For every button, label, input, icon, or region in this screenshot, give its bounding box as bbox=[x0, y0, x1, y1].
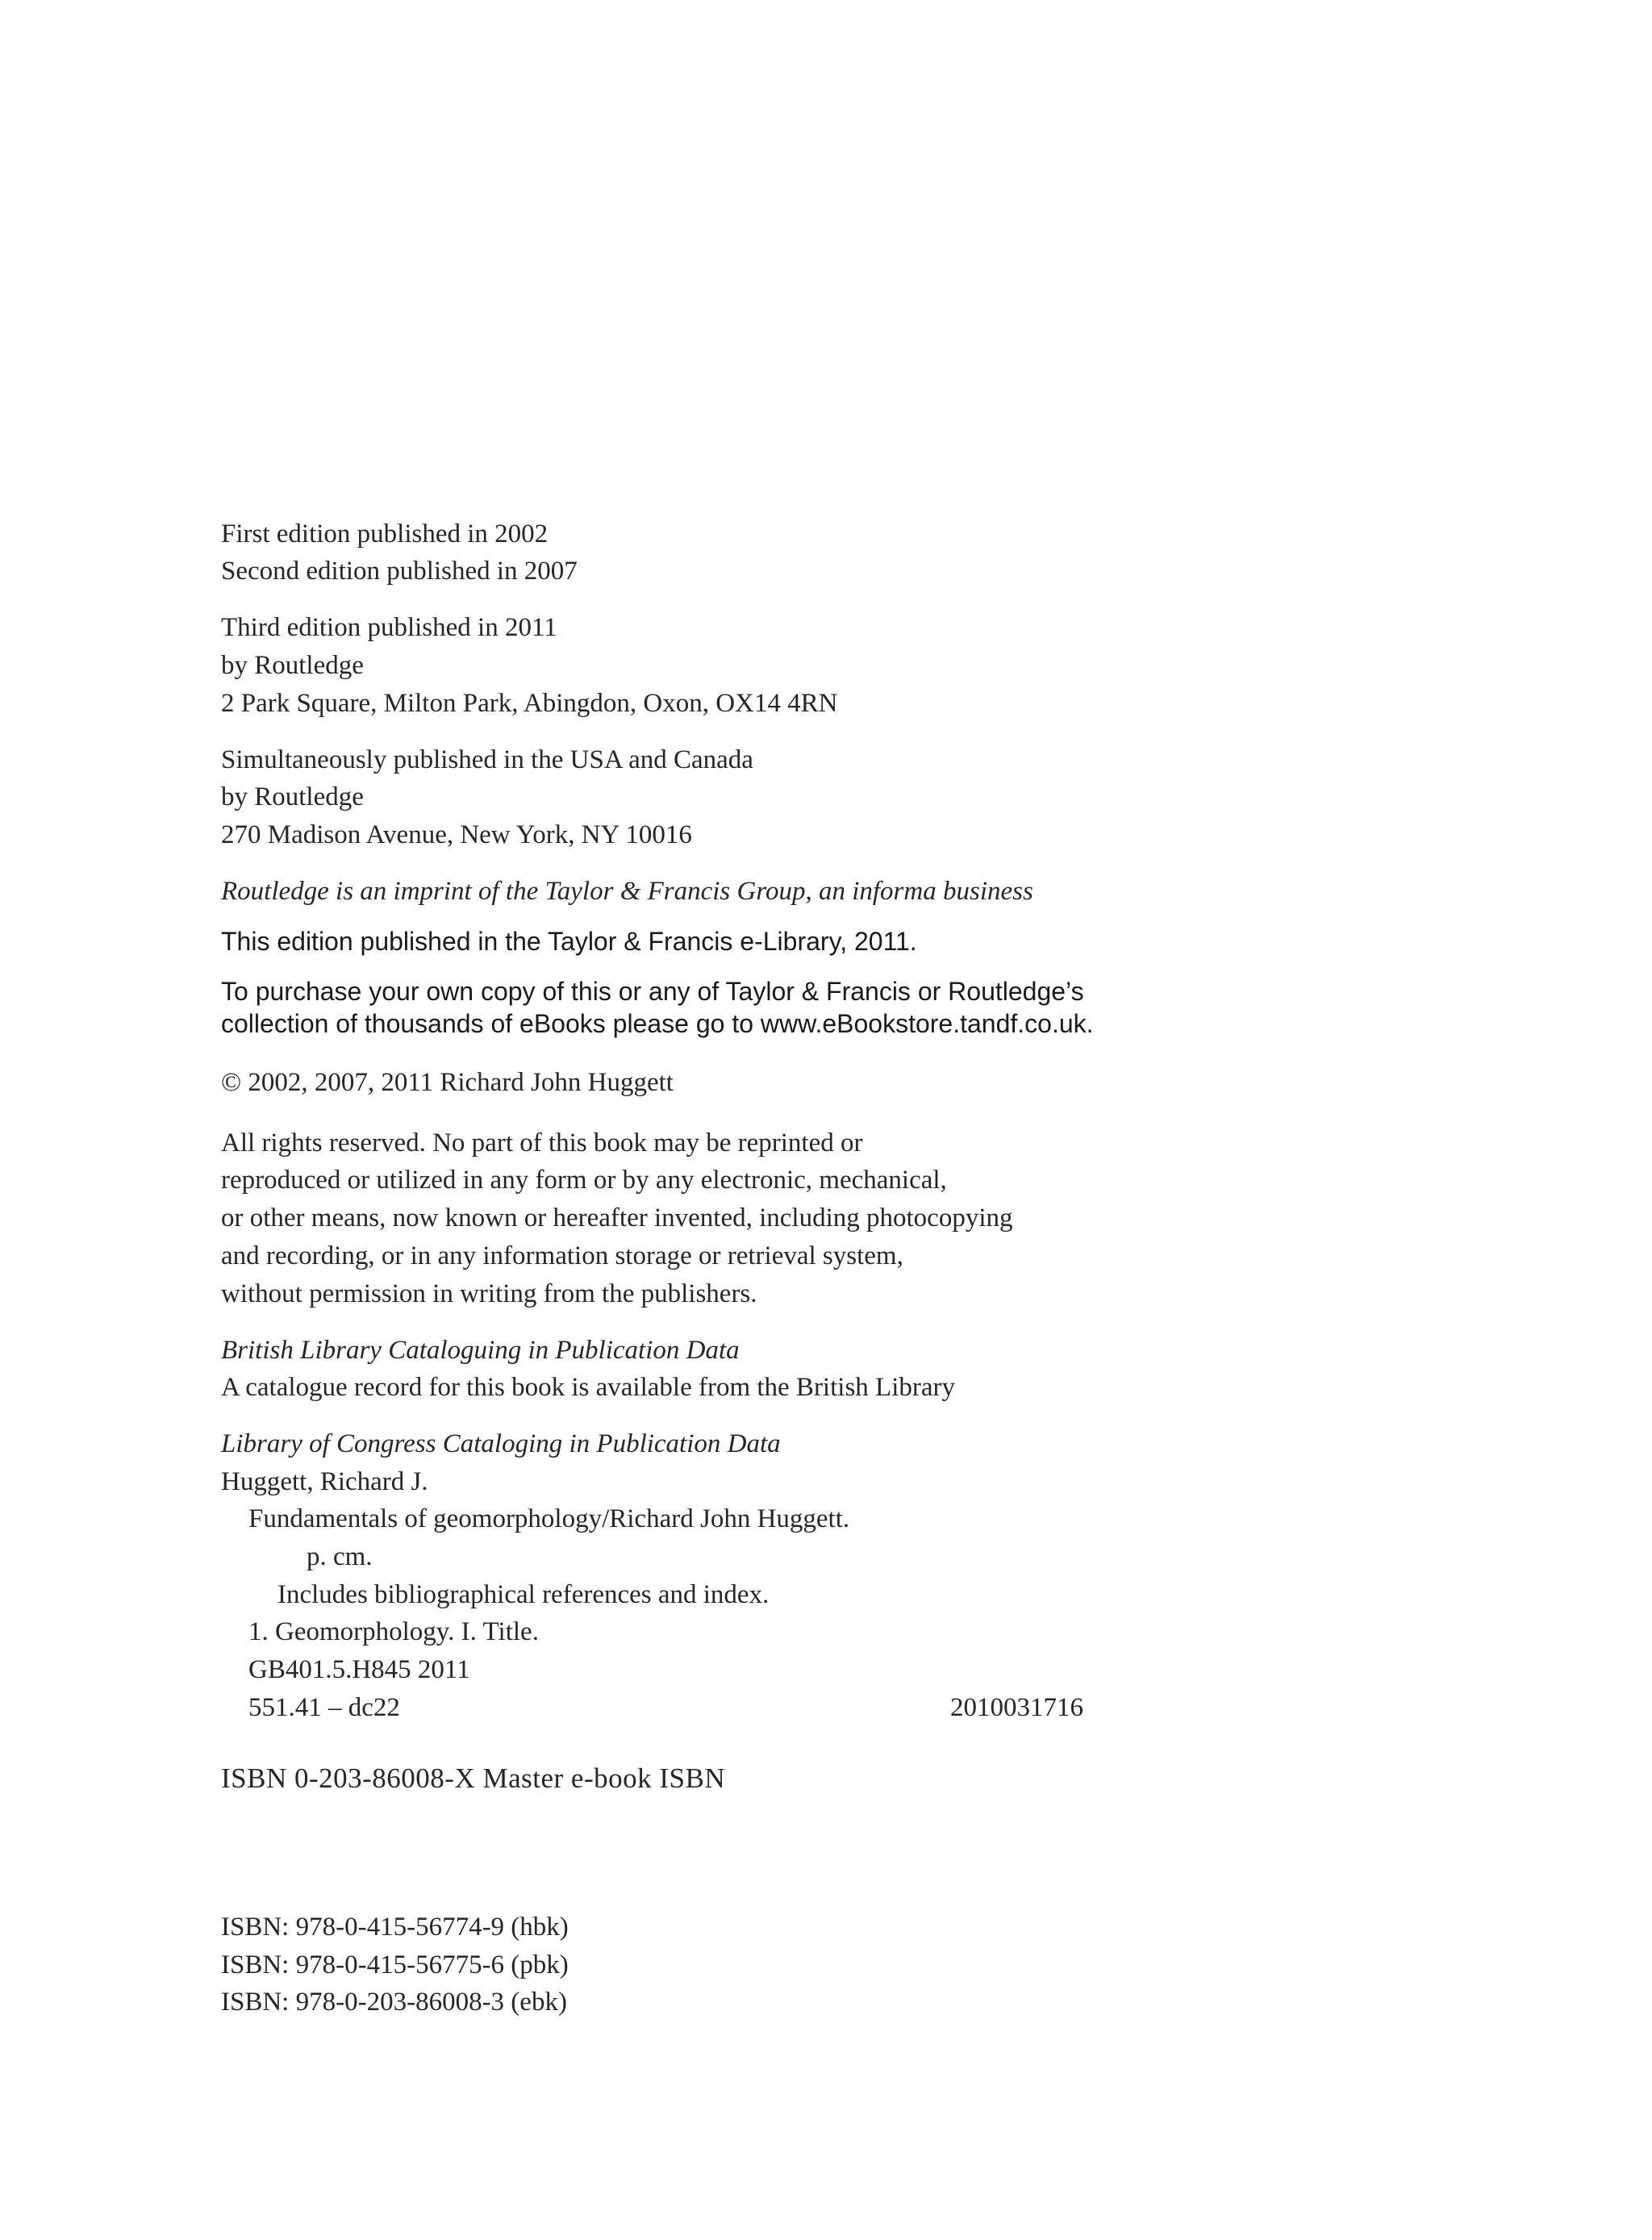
loc-heading: Library of Congress Cataloging in Publication Data bbox=[221, 1429, 781, 1458]
loc-subjects: 1. Geomorphology. I. Title. bbox=[248, 1617, 539, 1646]
isbn-line: ISBN: 978-0-415-56774-9 (hbk) bbox=[221, 1913, 569, 1942]
rights-line: or other means, now known or hereafter invented, including photocopying bbox=[221, 1203, 1013, 1233]
usa-canada-publisher: by Routledge bbox=[221, 782, 364, 811]
rights-line: and recording, or in any information storage or retrieval system, bbox=[221, 1241, 903, 1270]
imprint-note: Routledge is an imprint of the Taylor & Francis Group, an informa business bbox=[221, 877, 1033, 906]
british-library-text: A catalogue record for this book is available from the British Library bbox=[221, 1373, 955, 1402]
british-library-heading: British Library Cataloguing in Publication Data bbox=[221, 1336, 740, 1365]
third-edition-address: 2 Park Square, Milton Park, Abingdon, Oxon, OX14 4RN bbox=[221, 689, 838, 718]
loc-title-line: Fundamentals of geomorphology/Richard John Huggett. bbox=[248, 1504, 850, 1533]
second-edition-line: Second edition published in 2007 bbox=[221, 557, 578, 586]
usa-canada-address: 270 Madison Avenue, New York, NY 10016 bbox=[221, 820, 692, 849]
loc-call-number: GB401.5.H845 2011 bbox=[248, 1655, 470, 1684]
purchase-line-2: collection of thousands of eBooks please go to www.eBookstore.tandf.co.uk. bbox=[221, 1009, 1094, 1038]
loc-author: Huggett, Richard J. bbox=[221, 1467, 428, 1496]
master-isbn: ISBN 0-203-86008-X Master e-book ISBN bbox=[221, 1762, 726, 1794]
copyright-notice: © 2002, 2007, 2011 Richard John Huggett bbox=[221, 1068, 674, 1097]
rights-line: without permission in writing from the publishers. bbox=[221, 1279, 757, 1308]
third-edition-line: Third edition published in 2011 bbox=[221, 613, 557, 642]
loc-lccn: 2010031716 bbox=[950, 1693, 1083, 1722]
first-edition-line: First edition published in 2002 bbox=[221, 519, 549, 549]
loc-includes: Includes bibliographical references and index. bbox=[277, 1580, 770, 1609]
usa-canada-line: Simultaneously published in the USA and Canada bbox=[221, 745, 753, 774]
loc-dewey: 551.41 – dc22 bbox=[248, 1693, 400, 1722]
isbn-line: ISBN: 978-0-203-86008-3 (ebk) bbox=[221, 1988, 567, 2017]
rights-line: reproduced or utilized in any form or by any electronic, mechanical, bbox=[221, 1166, 947, 1195]
purchase-line-1: To purchase your own copy of this or any of Taylor & Francis or Routledge’s bbox=[221, 977, 1084, 1006]
rights-line: All rights reserved. No part of this book may be reprinted or bbox=[221, 1128, 863, 1158]
loc-pages: p. cm. bbox=[307, 1542, 373, 1571]
elibrary-edition-note: This edition published in the Taylor & Francis e-Library, 2011. bbox=[221, 927, 917, 956]
third-edition-publisher: by Routledge bbox=[221, 651, 364, 680]
isbn-line: ISBN: 978-0-415-56775-6 (pbk) bbox=[221, 1950, 569, 1979]
